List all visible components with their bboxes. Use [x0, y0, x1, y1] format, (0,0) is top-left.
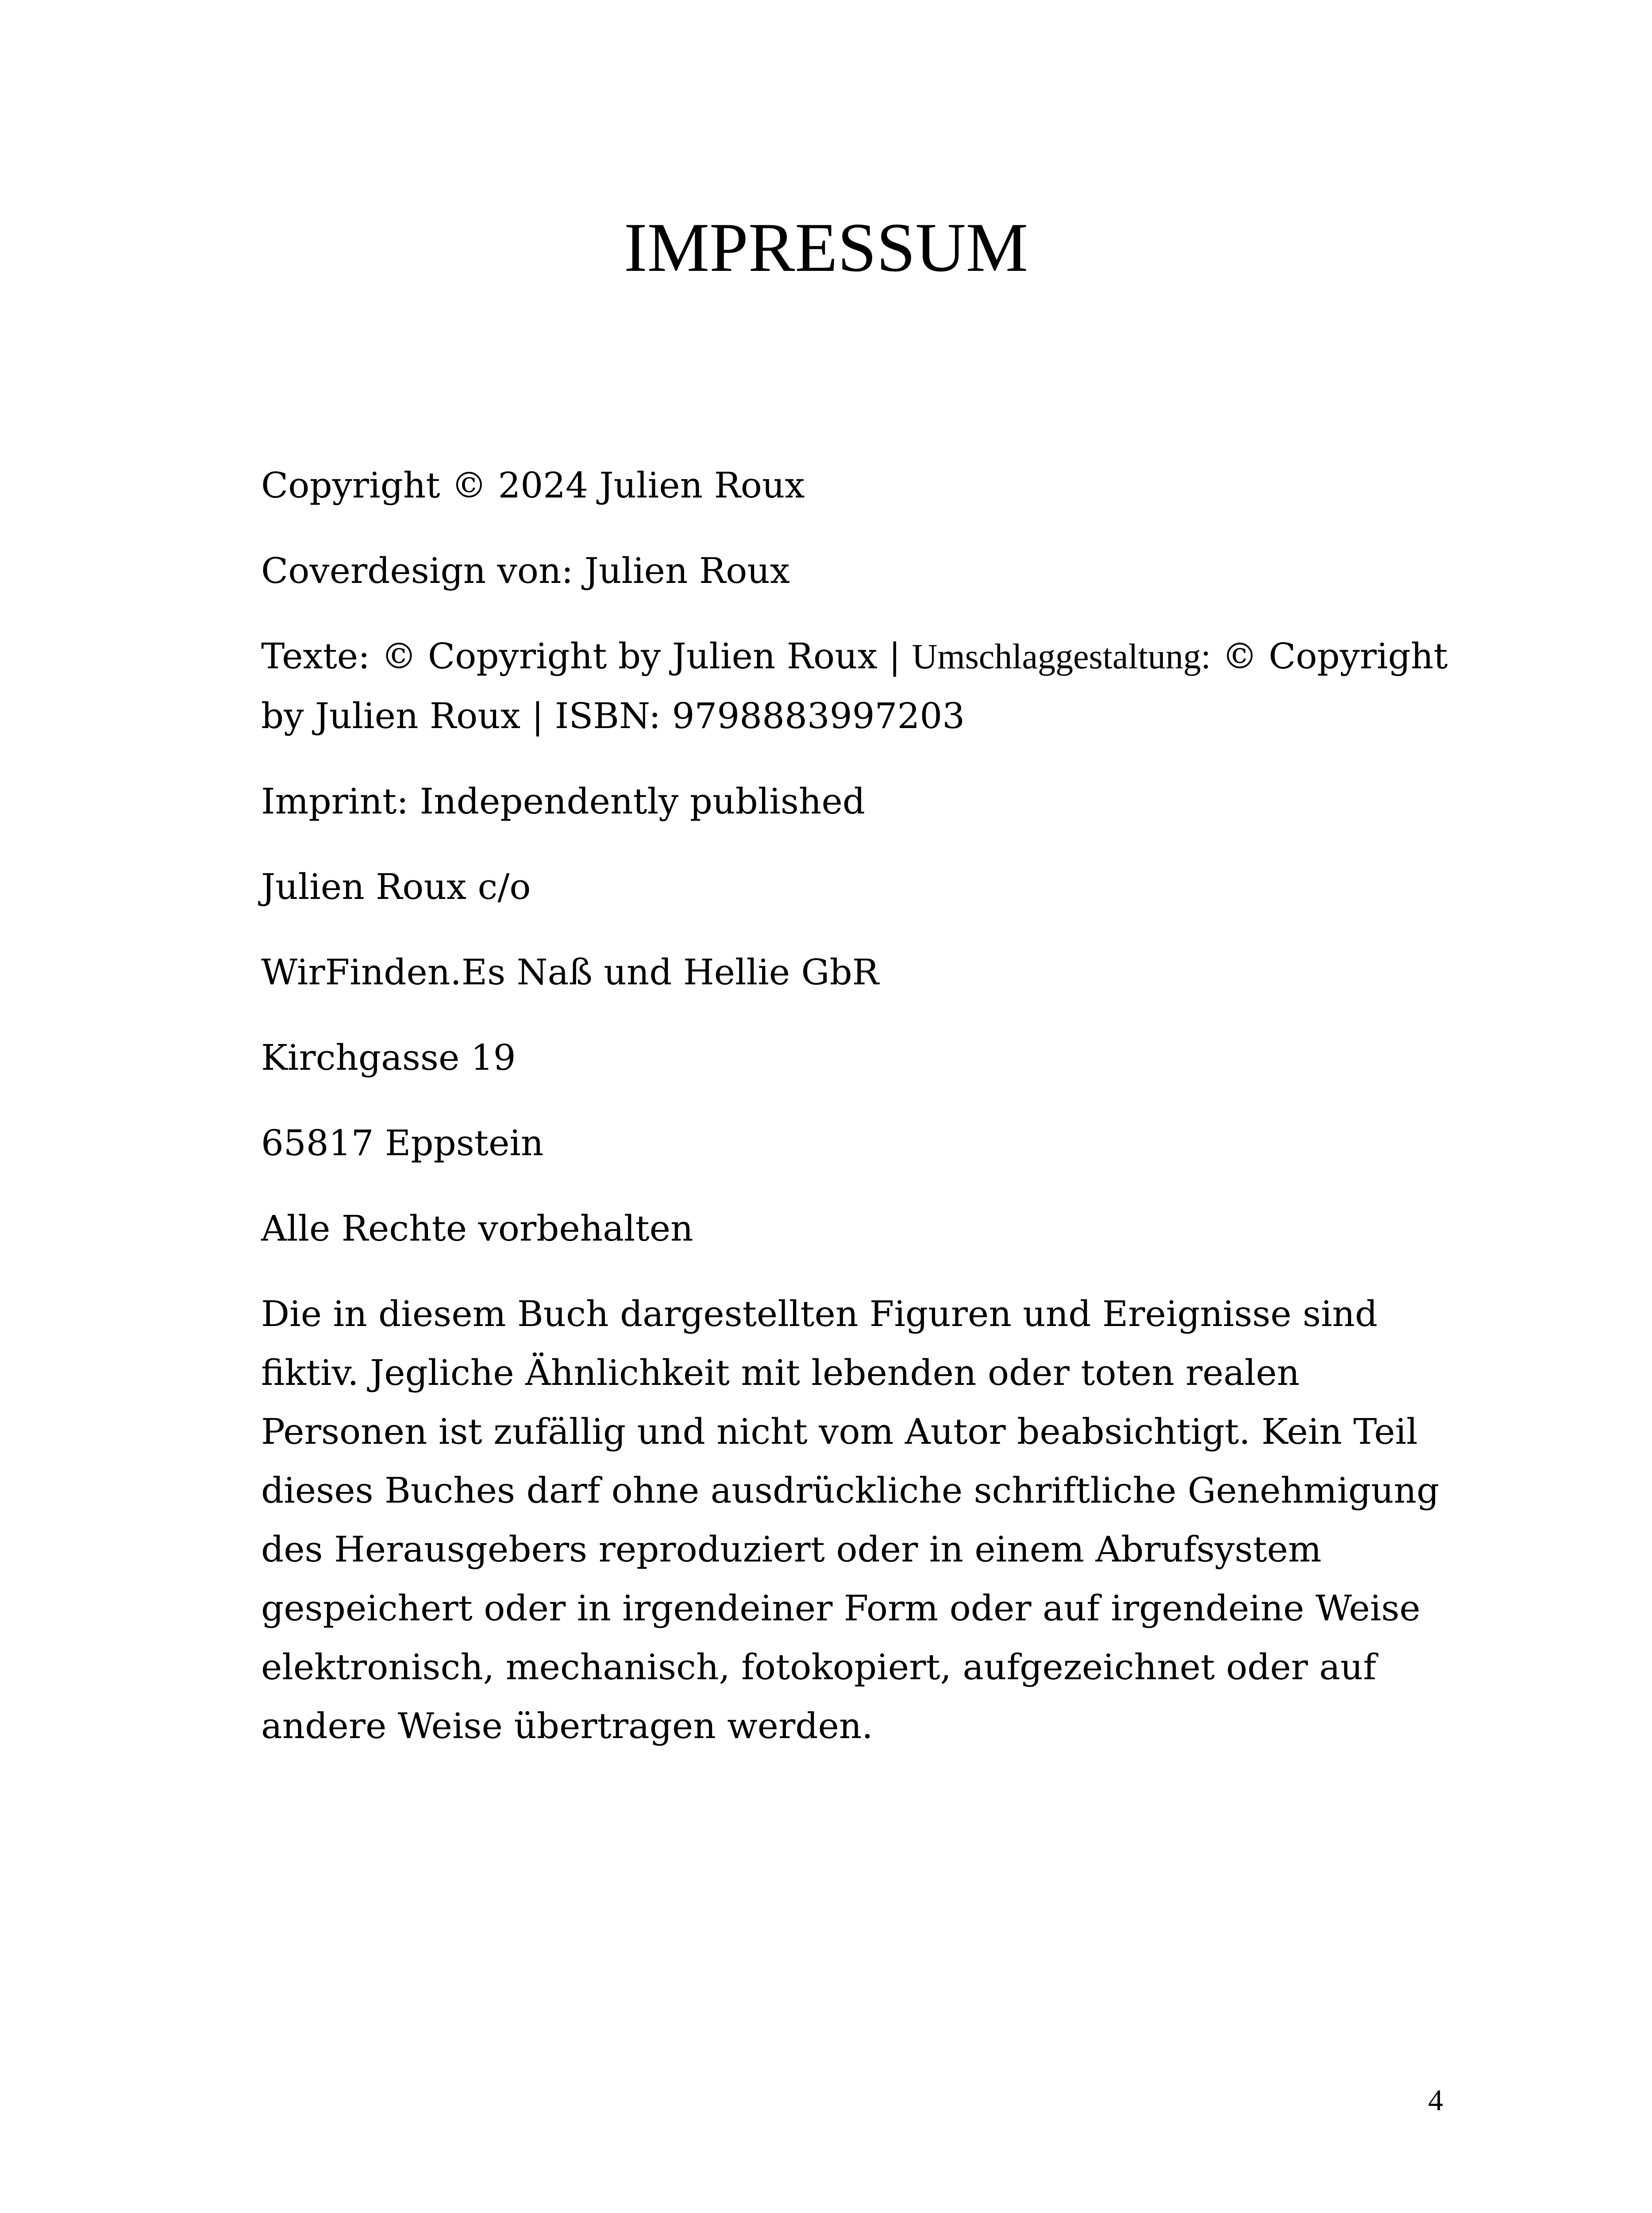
cover-design-line: Coverdesign von: Julien Roux: [261, 550, 790, 591]
address-company: WirFinden.Es Naß und Hellie GbR: [261, 952, 879, 993]
page-title: IMPRESSUM: [624, 209, 1028, 286]
address-street: Kirchgasse 19: [261, 1037, 516, 1078]
imprint-line: Imprint: Independently published: [261, 781, 865, 822]
texts-line-part1: Texte: © Copyright by Julien Roux |: [261, 636, 912, 677]
address-city: 65817 Eppstein: [261, 1122, 544, 1164]
imprint-body: [261, 456, 1456, 1782]
texts-line-part2: Umschlaggestaltung:: [912, 637, 1211, 676]
disclaimer-paragraph: Die in diesem Buch dargestellten Figuren und Ereignisse sind fiktiv. Jegliche Ähnlichkeit mit lebenden oder toten realen Personen ist zufällig und nicht vom Autor beabsichtigt. Kein Teil dieses Buches darf ohne ausdrückliche schriftliche Genehmigung des Herausgebers reproduziert oder in einem Abrufsystem gespeichert oder in irgendeiner Form oder auf irgendeine Weise elektronisch, mechanisch, fotokopiert, aufgezeichnet oder auf andere Weise übertragen werden.: [261, 1293, 1440, 1746]
texts-line: [261, 627, 1456, 745]
address-name: Julien Roux c/o: [261, 866, 531, 907]
page-number: 4: [1428, 2083, 1443, 2117]
texts-line-part3: © Copyright by Julien Roux | ISBN: 9798883997203: [261, 636, 1448, 736]
copyright-line: Copyright © 2024 Julien Roux: [261, 465, 805, 506]
rights-line: Alle Rechte vorbehalten: [261, 1208, 693, 1249]
